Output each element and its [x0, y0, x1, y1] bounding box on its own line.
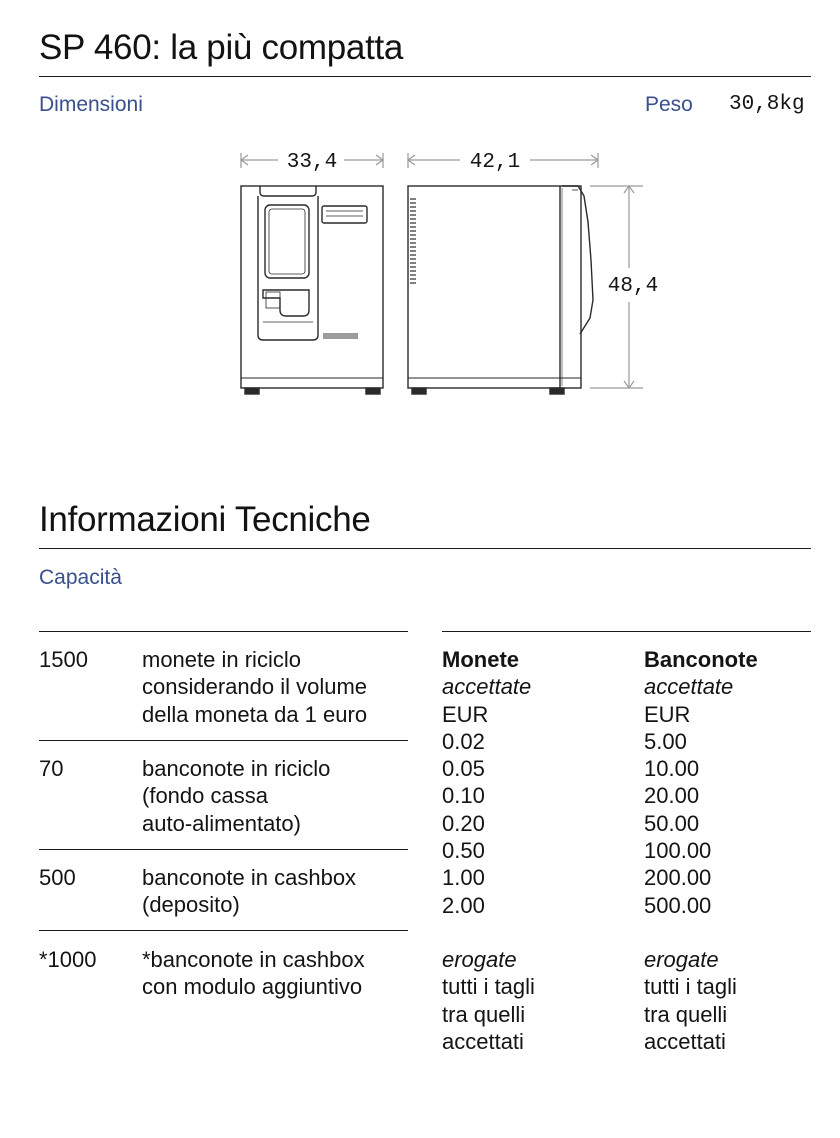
notes-currency: EUR — [644, 701, 691, 727]
capacity-row-value: 70 — [39, 756, 64, 781]
side-view — [408, 186, 593, 394]
notes-dispensed-heading: erogate — [644, 947, 719, 972]
coins-values: 0.02 0.05 0.10 0.20 0.50 1.00 2.00 — [442, 728, 485, 918]
capacity-row-value: 1500 — [39, 647, 88, 672]
capacity-row-divider — [39, 740, 408, 741]
depth-dimension: 42,1 — [469, 151, 521, 174]
capacity-row-desc: monete in riciclo considerando il volume della moneta da 1 euro — [142, 647, 368, 727]
front-view — [241, 186, 383, 394]
coins-currency: EUR — [442, 701, 489, 727]
machine-dimension-drawing — [0, 0, 840, 420]
height-dimension: 48,4 — [607, 275, 659, 298]
notes-dispensed — [644, 946, 737, 1055]
coins-subheading: accettate — [442, 674, 532, 700]
capacity-label: Capacità — [39, 566, 122, 589]
capacity-row-desc: banconote in cashbox (deposito) — [142, 865, 357, 918]
capacity-row-value: 500 — [39, 865, 76, 890]
section-title: Informazioni Tecniche — [39, 500, 371, 539]
notes-values: 5.00 10.00 20.00 50.00 100.00 200.00 500.00 — [644, 728, 712, 918]
capacity-row-value: *1000 — [39, 947, 97, 972]
capacity-row-desc: *banconote in cashbox con modulo aggiuntivo — [142, 947, 365, 1000]
coins-dispensed-heading: erogate — [442, 947, 517, 972]
coins-heading: Monete — [442, 647, 519, 672]
weight-value: 30,8kg — [729, 93, 805, 116]
capacity-row-desc: banconote in riciclo (fondo cassa auto-alimentato) — [142, 756, 331, 836]
coins-dispensed — [442, 946, 535, 1055]
coins-dispensed-text: tutti i tagli tra quelli accettati — [442, 974, 535, 1054]
capacity-row-divider — [39, 930, 408, 931]
capacity-row-divider — [39, 849, 408, 850]
notes-column — [644, 646, 758, 919]
notes-subheading: accettate — [644, 674, 734, 700]
notes-heading: Banconote — [644, 647, 758, 672]
dimensions-label: Dimensioni — [39, 93, 143, 116]
notes-dispensed-text: tutti i tagli tra quelli accettati — [644, 974, 737, 1054]
page-title: SP 460: la più compatta — [39, 28, 404, 67]
denominations-top-rule — [442, 631, 811, 632]
coins-column — [442, 646, 531, 919]
weight-label: Peso — [645, 93, 693, 116]
capacity-table-top-rule — [39, 631, 408, 632]
section-divider — [39, 548, 811, 549]
width-dimension: 33,4 — [286, 151, 338, 174]
